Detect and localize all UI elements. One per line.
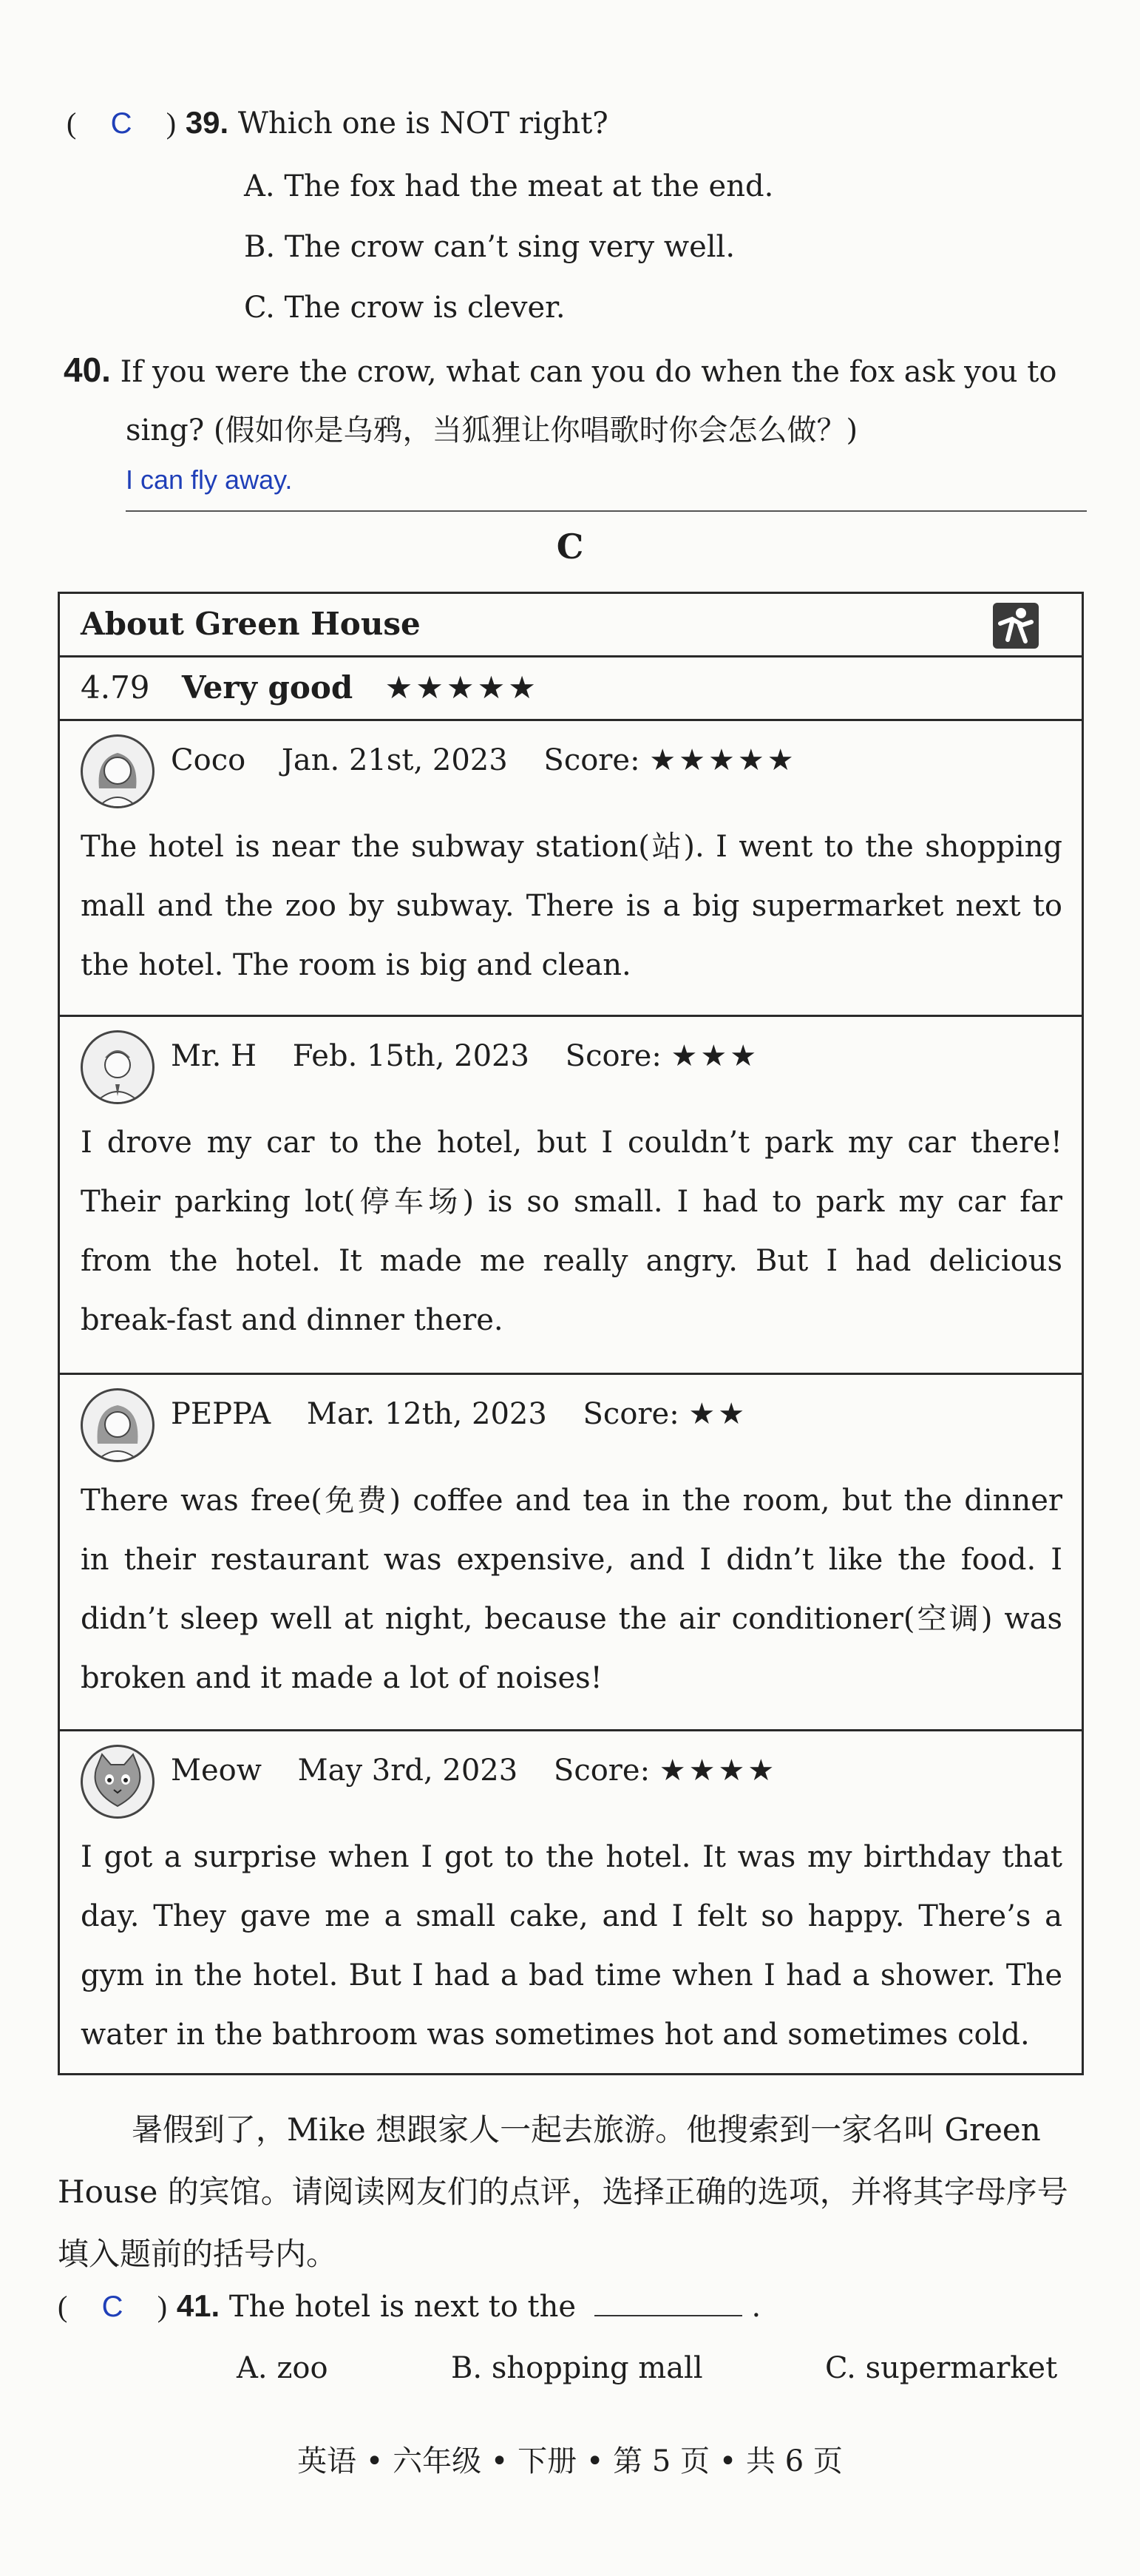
question-end: . (751, 2290, 761, 2324)
answer-paren-open: ( (58, 2290, 68, 2323)
avatar-meow-cat-icon (81, 1745, 155, 1819)
app-logo-icon (993, 603, 1039, 649)
intro-paragraph: 暑假到了，Mike 想跟家人一起去旅游。他搜索到一家名叫 Green House 的宾馆。请阅读网友们的点评，选择正确的选项，并将其字母序号填入题前的括号内。 (58, 2112, 1068, 2272)
question-number: 39. (185, 105, 229, 140)
review-body: There was free(免费) coffee and tea in the room, but the dinner in their restaurant was expensive, and I didn’t like the food. I didn’t sleep well at night, because the air conditioner(空调) was broken and it made a lot of noises! (81, 1484, 1062, 1695)
review-name: Coco (171, 743, 246, 777)
review-peppa (60, 1375, 1082, 1731)
review-name: Mr. H (171, 1039, 257, 1073)
option-c: C. supermarket (825, 2351, 1058, 2385)
question-number: 40. (64, 351, 111, 389)
review-date: Jan. 21st, 2023 (281, 743, 508, 777)
avatar-coco (81, 734, 155, 808)
answer-paren-close: ) (166, 107, 177, 140)
review-stars: ★★★★ (659, 1754, 778, 1788)
score-label: Score: (553, 1754, 651, 1788)
card-title-row (60, 594, 1082, 657)
rating-row (60, 657, 1082, 721)
review-card (58, 592, 1084, 2075)
section-label: C (556, 527, 584, 567)
card-title: About Green House (81, 606, 421, 642)
question-text: Which one is NOT right? (237, 107, 608, 141)
review-body: I drove my car to the hotel, but I couldn’t park my car there! Their parking lot(停车场) is so small. I had to park my car far from the hotel. It made me really angry. But I had delicious break-fast and dinner there. (81, 1126, 1062, 1337)
review-name: PEPPA (171, 1397, 271, 1431)
review-coco (60, 721, 1082, 1017)
question-text-line2: sing? (假如你是乌鸦，当狐狸让你唱歌时你会怎么做？) (126, 413, 858, 447)
answer-paren-open: ( (67, 107, 77, 140)
review-name: Meow (171, 1754, 262, 1788)
question-text: The hotel is next to the (228, 2290, 577, 2324)
review-stars: ★★ (688, 1397, 748, 1431)
option-b: B. shopping mall (451, 2351, 703, 2385)
blank-line (594, 2288, 742, 2316)
question-40 (64, 351, 1056, 391)
score-label: Score: (583, 1397, 679, 1431)
answer-line (126, 510, 1087, 512)
review-body: The hotel is near the subway station(站). I went to the shopping mall and the zoo by subway. There is a big supermarket next to the hotel. The room is big and clean. (81, 830, 1062, 982)
question-39 (67, 104, 608, 143)
review-mr-h (60, 1017, 1082, 1375)
avatar-peppa (81, 1388, 155, 1462)
review-meow (60, 1731, 1082, 2073)
answer-41: C (101, 2291, 123, 2323)
question-41 (58, 2287, 761, 2326)
rating-label: Very good (181, 669, 353, 706)
review-date: May 3rd, 2023 (297, 1754, 518, 1788)
score-label: Score: (543, 743, 640, 777)
option-a: A. The fox had the meat at the end. (244, 169, 774, 203)
rating-stars: ★★★★★ (384, 669, 539, 706)
review-date: Mar. 12th, 2023 (306, 1397, 547, 1431)
review-date: Feb. 15th, 2023 (292, 1039, 529, 1073)
score-label: Score: (565, 1039, 662, 1073)
option-a: A. zoo (237, 2351, 328, 2385)
answer-paren-close: ) (157, 2290, 168, 2323)
rating-value: 4.79 (81, 669, 150, 706)
answer-39: C (110, 107, 132, 140)
review-body: I got a surprise when I got to the hotel. It was my birthday that day. They gave me a small cake, and I felt so happy. There’s a gym in the hotel. But I had a bad time when I had a shower. The water in the bathroom was sometimes hot and sometimes cold. (81, 1840, 1062, 2052)
review-stars: ★★★★★ (649, 743, 797, 777)
avatar-mr-h (81, 1030, 155, 1104)
option-c: C. The crow is clever. (244, 291, 566, 325)
page-footer: 英语 • 六年级 • 下册 • 第 5 页 • 共 6 页 (297, 2444, 843, 2478)
question-number: 41. (176, 2288, 220, 2323)
option-b: B. The crow can’t sing very well. (244, 230, 736, 264)
question-text-line1: If you were the crow, what can you do when the fox ask you to (120, 355, 1057, 389)
answer-40: I can fly away. (126, 464, 293, 495)
review-stars: ★★★ (671, 1039, 760, 1073)
